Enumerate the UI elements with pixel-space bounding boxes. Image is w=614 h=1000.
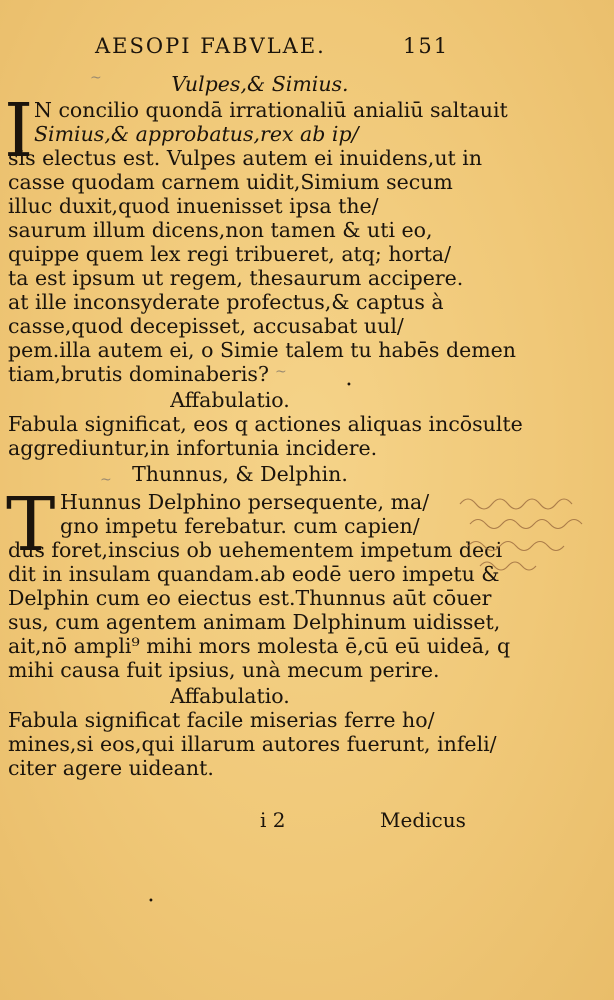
moral-line: aggrediuntur,in infortunia incidere. <box>8 436 378 460</box>
moral-line: Fabula significat, eos q actiones aliquas incōsulte <box>8 412 523 436</box>
ink-dot: • <box>346 380 352 391</box>
text-line: saurum illum dicens,non tamen & uti eo, <box>8 218 433 242</box>
text-line: mihi causa fuit ipsius, unà mecum perire. <box>8 658 440 682</box>
pencil-mark: ~ <box>275 364 287 380</box>
pencil-mark: ~ <box>90 70 102 86</box>
handwritten-marginalia <box>452 488 612 588</box>
text-line: N concilio quondā irrationaliū anialiū saltauit <box>34 98 508 122</box>
moral-line: Fabula significat facile miserias ferre ho/ <box>8 708 435 732</box>
ink-dot: • <box>148 896 154 907</box>
fable-title: Thunnus, & Delphin. <box>132 462 348 486</box>
text-line: Delphin cum eo eiectus est.Thunnus aūt cōuer <box>8 586 492 610</box>
text-line: sus, cum agentem animam Delphinum uidisset, <box>8 610 501 634</box>
page-number: 151 <box>403 34 450 58</box>
text-line: pem.illa autem ei, o Simie talem tu habēs demen <box>8 338 516 362</box>
text-line: illuc duxit,quod inuenisset ipsa the/ <box>8 194 379 218</box>
drop-capital: I <box>4 88 34 174</box>
pencil-mark: ~ <box>100 472 112 488</box>
text-line: dit in insulam quandam.ab eodē uero impetu & <box>8 562 500 586</box>
text-line: ta est ipsum ut regem, thesaurum accipere. <box>8 266 464 290</box>
moral-heading: Affabulatio. <box>170 388 290 412</box>
text-line: Hunnus Delphino persequente, ma/ <box>60 490 430 514</box>
text-line: gno impetu ferebatur. cum capien/ <box>60 514 420 538</box>
text-line: dus foret,inscius ob uehementem impetum deci <box>8 538 503 562</box>
moral-heading: Affabulatio. <box>170 684 290 708</box>
text-line: quippe quem lex regi tribueret, atq; horta/ <box>8 242 452 266</box>
drop-capital: T <box>6 482 56 568</box>
moral-line: mines,si eos,qui illarum autores fuerunt, infeli/ <box>8 732 497 756</box>
text-line: Simius,& approbatus,rex ab ip/ <box>34 122 359 146</box>
catchword: Medicus <box>380 808 466 832</box>
text-line: casse quodam carnem uidit,Simium secum <box>8 170 453 194</box>
text-line: tiam,brutis dominaberis? <box>8 362 269 386</box>
moral-line: citer agere uideant. <box>8 756 214 780</box>
text-line: sis electus est. Vulpes autem ei inuidens,ut in <box>8 146 483 170</box>
running-title: AESOPI FABVLAE. <box>95 34 326 58</box>
text-line: at ille inconsyderate profectus,& captus à <box>8 290 444 314</box>
fable-title: Vulpes,& Simius. <box>171 72 349 96</box>
text-line: ait,nō ampli⁹ mihi mors molesta ē,cū eū uideā, q <box>8 634 511 658</box>
text-line: casse,quod decepisset, accusabat uul/ <box>8 314 404 338</box>
signature-mark: i 2 <box>260 808 286 832</box>
